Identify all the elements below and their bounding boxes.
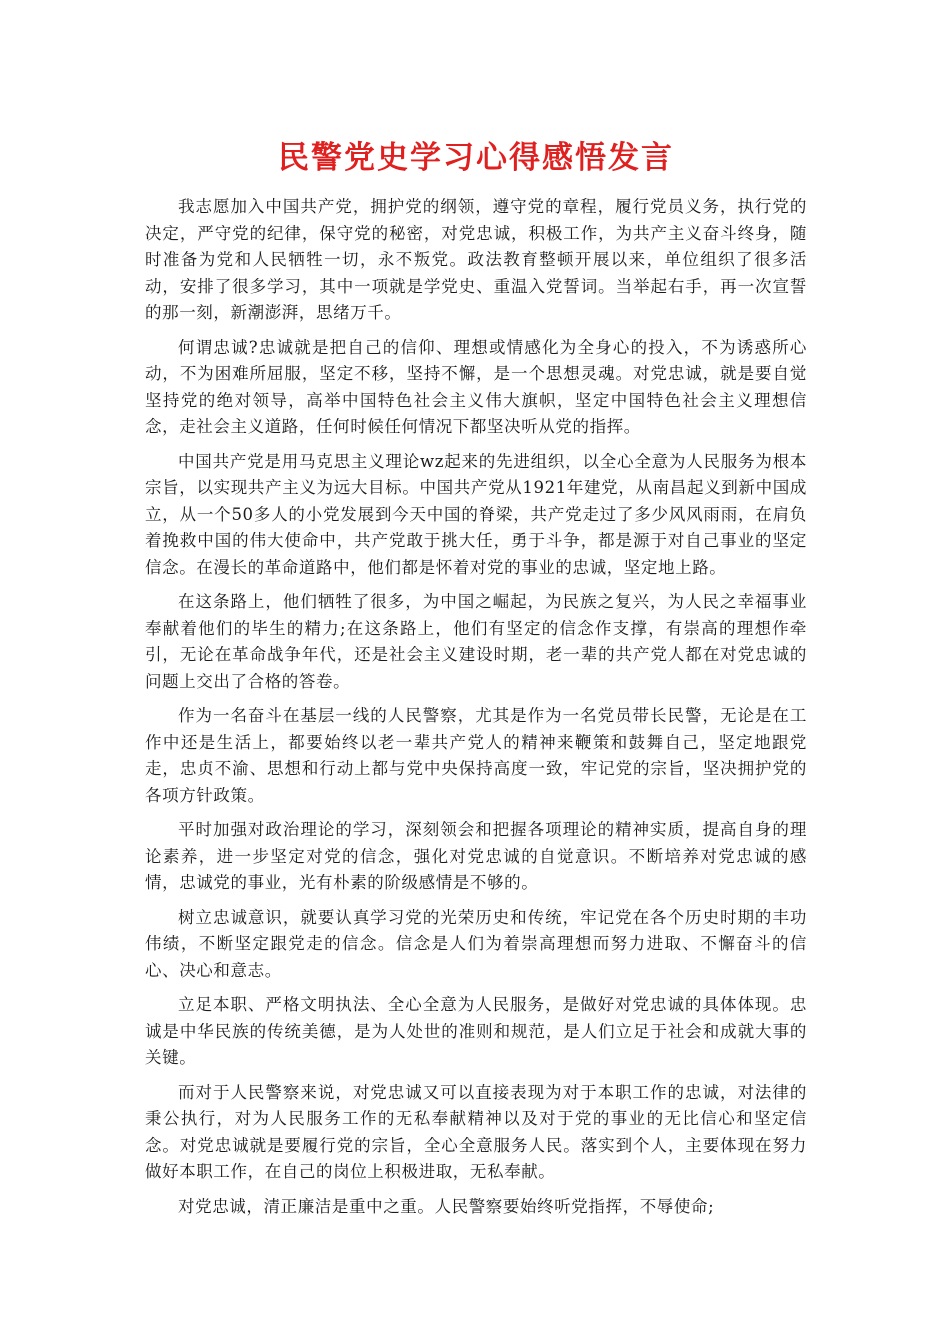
paragraph: 何谓忠诚?忠诚就是把自己的信仰、理想或情感化为全身心的投入，不为诱惑所心动，不为困难所屈服，坚定不移，坚持不懈，是一个思想灵魂。对党忠诚，就是要自觉坚持党的绝对领导，高举中国特色社会主义伟大旗帜，坚定中国特色社会主义理想信念，走社会主义道路，任何时候任何情况下都坚决听从党的指挥。: [145, 337, 807, 436]
paragraph: 立足本职、严格文明执法、全心全意为人民服务，是做好对党忠诚的具体体现。忠诚是中华民族的传统美德，是为人处世的准则和规范，是人们立足于社会和成就大事的关键。: [145, 995, 807, 1067]
document-body: [145, 194, 807, 1220]
document-title: 民警党史学习心得感悟发言: [278, 140, 674, 176]
paragraph: 树立忠诚意识，就要认真学习党的光荣历史和传统，牢记党在各个历史时期的丰功伟绩，不断坚定跟党走的信念。信念是人们为着崇高理想而努力进取、不懈奋斗的信心、决心和意志。: [145, 907, 807, 980]
paragraph: 平时加强对政治理论的学习，深刻领会和把握各项理论的精神实质，提高自身的理论素养，进一步坚定对党的信念，强化对党忠诚的自觉意识。不断培养对党忠诚的感情，忠诚党的事业，光有朴素的阶级感情是不够的。: [145, 820, 807, 892]
document-page: [145, 128, 807, 1228]
paragraph: 我志愿加入中国共产党，拥护党的纲领，遵守党的章程，履行党员义务，执行党的决定，严守党的纪律，保守党的秘密，对党忠诚，积极工作，为共产主义奋斗终身，随时准备为党和人民牺牲一切，永不叛党。政法教育整顿开展以来，单位组织了很多活动，安排了很多学习，其中一项就是学党史、重温入党誓词。当举起右手，再一次宣誓的那一刻，新潮澎湃，思绪万千。: [145, 197, 807, 322]
paragraph: 在这条路上，他们牺牲了很多，为中国之崛起，为民族之复兴，为人民之幸福事业奉献着他们的毕生的精力;在这条路上，他们有坚定的信念作支撑，有崇高的理想作牵引，无论在革命战争年代，还是社会主义建设时期，老一辈的共产党人都在对党忠诚的问题上交出了合格的答卷。: [145, 592, 807, 691]
paragraph: 而对于人民警察来说，对党忠诚又可以直接表现为对于本职工作的忠诚，对法律的秉公执行，对为人民服务工作的无私奉献精神以及对于党的事业的无比信心和坚定信念。对党忠诚就是要履行党的宗旨，全心全意服务人民。落实到个人，主要体现在努力做好本职工作，在自己的岗位上积极进取，无私奉献。: [145, 1082, 807, 1181]
paragraph: 作为一名奋斗在基层一线的人民警察，尤其是作为一名党员带长民警，无论是在工作中还是生活上，都要始终以老一辈共产党人的精神来鞭策和鼓舞自己，坚定地跟党走，忠贞不渝、思想和行动上都与党中央保持高度一致，牢记党的宗旨，坚决拥护党的各项方针政策。: [145, 706, 807, 805]
paragraph: 对党忠诚，清正廉洁是重中之重。人民警察要始终听党指挥，不辱使命;: [178, 1196, 715, 1216]
paragraph: 中国共产党是用马克思主义理论wz起来的先进组织，以全心全意为人民服务为根本宗旨，以实现共产主义为远大目标。中国共产党从1921年建党，从南昌起义到新中国成立，从一个50多人的小党发展到今天中国的脊梁，共产党走过了多少风风雨雨，在肩负着挽救中国的伟大使命中，共产党敢于挑大任，勇于斗争，都是源于对自己事业的坚定信念。在漫长的革命道路中，他们都是怀着对党的事业的忠诚，坚定地上路。: [145, 451, 807, 577]
